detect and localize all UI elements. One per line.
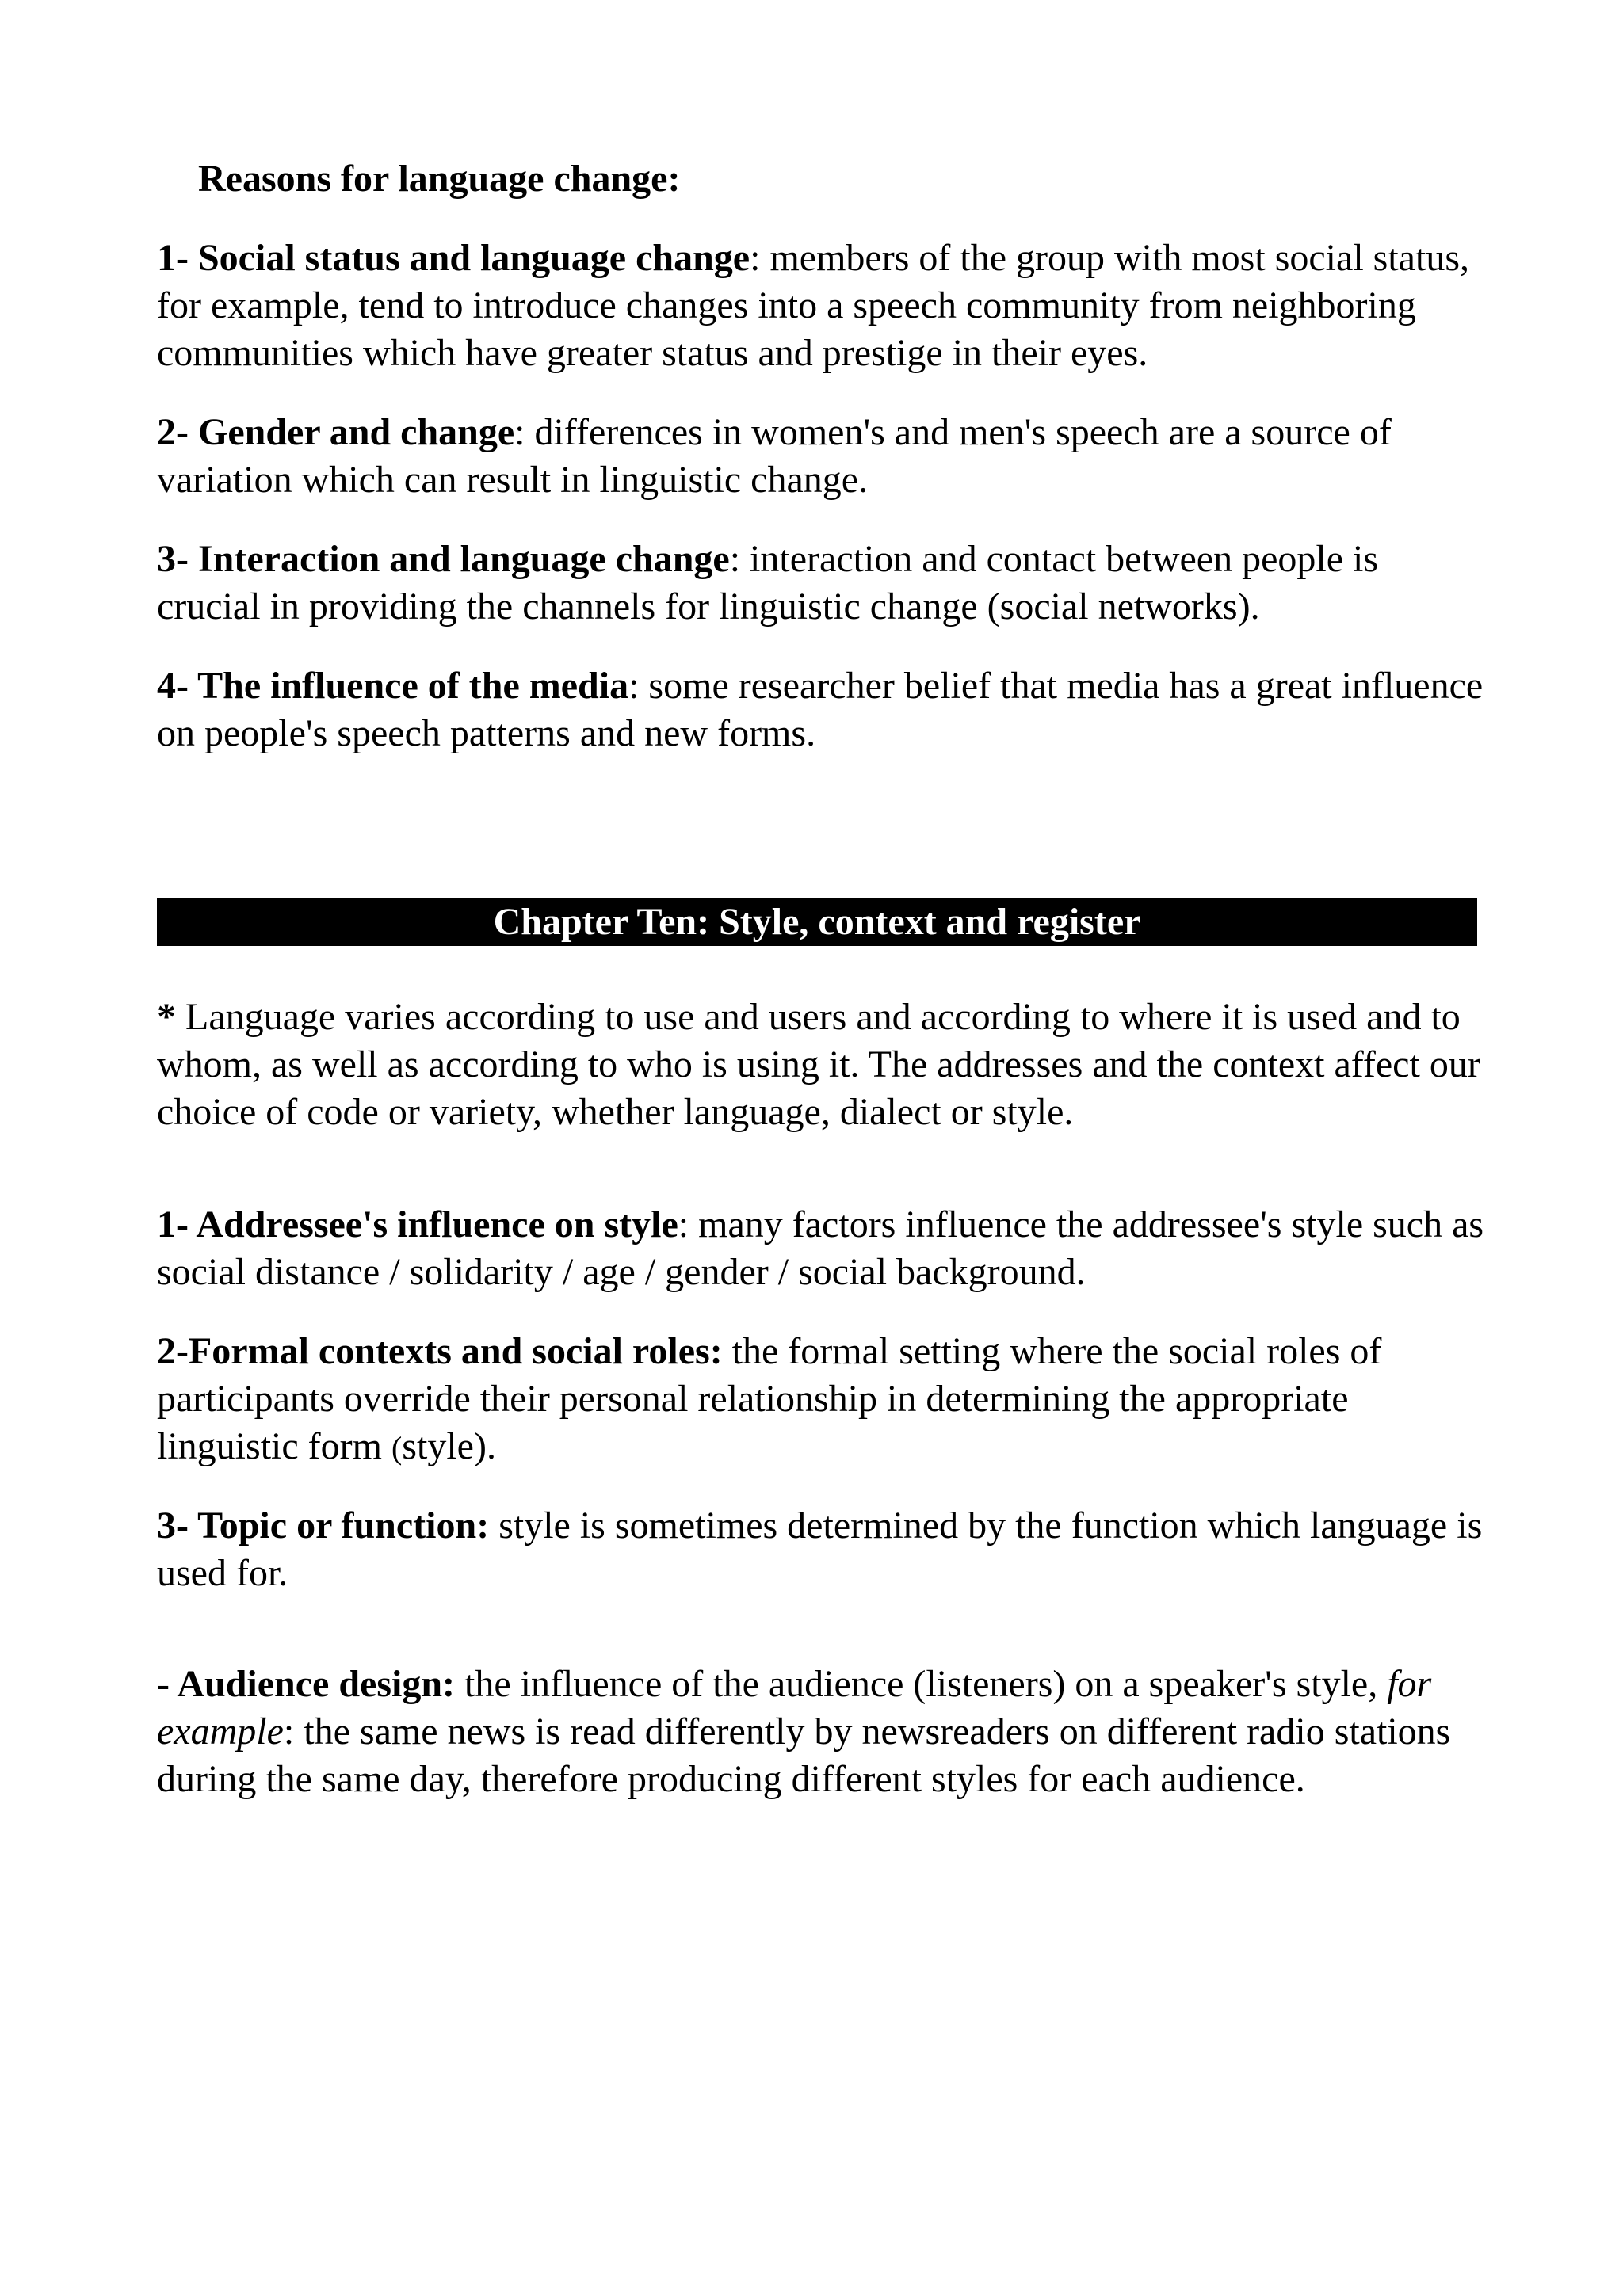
reason-1-colon: :: [750, 237, 761, 279]
audience-design: [157, 1661, 1488, 1803]
reason-1: [157, 235, 1488, 377]
factor-3-text: style is sometimes determined by the function which language is used for.: [157, 1505, 1483, 1594]
reason-3: [157, 536, 1488, 631]
factor-2-paren: (: [391, 1430, 403, 1466]
intro-marker: *: [157, 996, 176, 1038]
reason-4-colon: :: [628, 665, 640, 707]
reason-4: [157, 662, 1488, 757]
factor-1-text: many factors influence the addressee's style such as social distance / solidarity / age / gender / social background.: [157, 1203, 1484, 1293]
reason-4-text: some researcher belief that media has a great influence on people's speech patterns and new forms.: [157, 665, 1484, 754]
factor-2-text-end: style).: [402, 1425, 496, 1467]
reason-1-text: members of the group with most social status, for example, tend to introduce changes into a speech community from neighboring communities which have greater status and prestige in their eyes.: [157, 237, 1469, 374]
audience-text: the influence of the audience (listeners) on a speaker's style,: [455, 1663, 1388, 1705]
reason-1-term: 1- Social status and language change: [157, 237, 750, 279]
reason-2: [157, 409, 1488, 504]
reason-2-colon: :: [514, 411, 525, 453]
section-heading: Reasons for language change:: [198, 158, 681, 200]
factor-1: [157, 1201, 1488, 1296]
intro-text: Language varies according to use and users and according to where it is used and to whom, as well as according to who is using it. The addresses and the context affect our choice of code or variety, whether language, dialect or style.: [157, 996, 1480, 1133]
audience-example: for example: [157, 1663, 1432, 1753]
factor-1-term: 1- Addressee's influence on style: [157, 1203, 678, 1245]
factor-3: [157, 1502, 1488, 1597]
factor-2: [157, 1328, 1488, 1472]
reason-3-colon: :: [729, 538, 741, 580]
reason-3-text: interaction and contact between people is crucial in providing the channels for linguistic change (social networks).: [157, 538, 1379, 627]
chapter-intro: [157, 994, 1488, 1136]
factor-3-term: 3- Topic or function:: [157, 1505, 490, 1547]
factor-2-text: the formal setting where the social roles of participants override their personal relationship in determining the appropriate linguistic form: [157, 1330, 1382, 1467]
reason-4-term: 4- The influence of the media: [157, 665, 629, 707]
reason-3-term: 3- Interaction and language change: [157, 538, 730, 580]
factor-2-term: 2-Formal contexts and social roles:: [157, 1330, 723, 1372]
audience-term: - Audience design:: [157, 1663, 456, 1705]
chapter-title-bar: Chapter Ten: Style, context and register: [157, 898, 1477, 946]
audience-text-end: : the same news is read differently by newsreaders on different radio stations during the same day, therefore producing different styles for each audience.: [157, 1711, 1451, 1800]
reason-2-text: differences in women's and men's speech are a source of variation which can result in linguistic change.: [157, 411, 1392, 501]
reason-2-term: 2- Gender and change: [157, 411, 515, 453]
factor-1-colon: :: [678, 1203, 689, 1245]
